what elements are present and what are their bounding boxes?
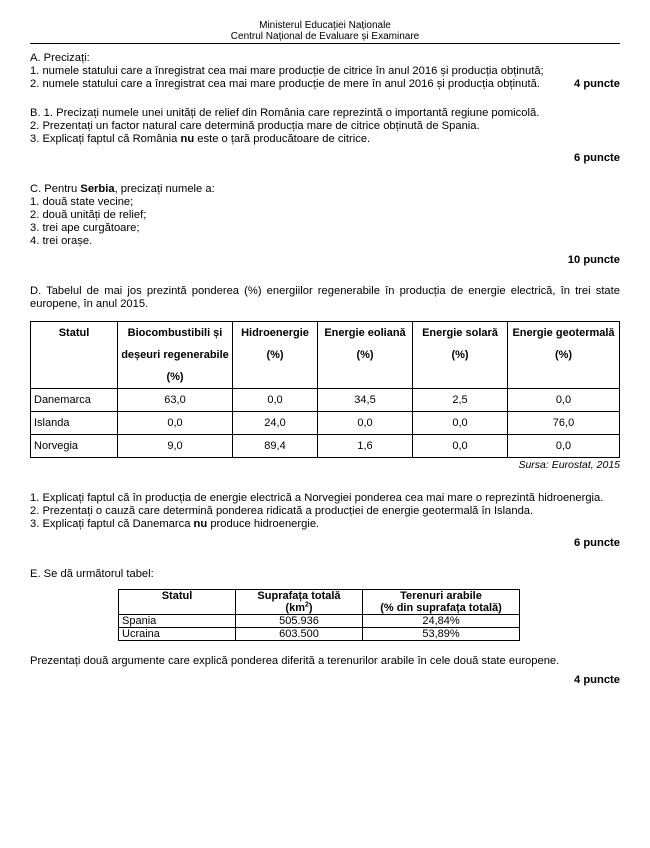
table-header-row — [31, 322, 620, 389]
table-header: Energie geotermală (%) — [508, 322, 620, 389]
table-cell: Spania — [119, 615, 236, 628]
table-cell: Danemarca — [31, 389, 118, 412]
table-cell: 2,5 — [413, 389, 508, 412]
section-b-q3: 3. Explicați faptul că România nu este o țară producătoare de citrice. — [30, 133, 371, 145]
table-header-row — [119, 590, 520, 615]
section-a-q2: 2. numele statului care a înregistrat cea mai mare producție de mere în anul 2016 și producția obținută. — [30, 78, 540, 90]
section-c-item: 2. două unități de relief; — [30, 209, 147, 221]
table-cell: 0,0 — [413, 435, 508, 458]
table-cell: 1,6 — [318, 435, 413, 458]
section-d-q3: 3. Explicați faptul că Danemarca nu produce hidroenergie. — [30, 518, 320, 530]
table-header: Energie eoliană (%) — [318, 322, 413, 389]
section-e — [30, 568, 620, 687]
table-cell: 9,0 — [118, 435, 233, 458]
table-header: Suprafața totală $(km^2)$ — [236, 590, 363, 615]
table-source: Sursa: Eurostat, 2015 — [518, 459, 620, 471]
section-d — [30, 285, 620, 550]
table-cell: 505.936 — [236, 615, 363, 628]
table-header: Statul — [31, 322, 118, 389]
section-d-intro: D. Tabelul de mai jos prezintă ponderea (%) energiilor regenerabile în producția de energie electrică, în trei state europene, în anul 2015. — [30, 285, 620, 310]
section-a-points: 4 puncte — [573, 78, 620, 90]
table-cell: 0,0 — [118, 412, 233, 435]
table-header: Terenuri arabile (% din suprafața totală) — [363, 590, 520, 615]
page-header — [30, 0, 620, 42]
table-header: Statul — [119, 590, 236, 615]
section-b-q2: 2. Prezentați un factor natural care determină producția mare de citrice obținută de Spania. — [30, 120, 480, 132]
table-cell: Islanda — [31, 412, 118, 435]
table-header: Energie solară (%) — [413, 322, 508, 389]
table-row — [31, 435, 620, 458]
table-header: Hidroenergie (%) — [233, 322, 318, 389]
ministry-name: Ministerul Educației Naționale — [259, 20, 391, 31]
table-cell: 0,0 — [508, 389, 620, 412]
table-row — [119, 628, 520, 641]
exam-page — [30, 0, 620, 687]
table-cell: 76,0 — [508, 412, 620, 435]
section-e-points: 4 puncte — [573, 674, 620, 686]
section-b-q1: B. 1. Precizați numele unei unități de relief din România care reprezintă o importantă regiune pomicolă. — [30, 107, 540, 119]
section-b — [30, 107, 620, 165]
table-cell: Norvegia — [31, 435, 118, 458]
section-e-question: Prezentați două argumente care explică ponderea diferită a terenurilor arabile în cele două state europene. — [30, 655, 560, 667]
section-c-points: 10 puncte — [567, 254, 620, 266]
section-d-q2: 2. Prezentați o cauză care determină ponderea ridicată a producției de energie geotermală în Islanda. — [30, 505, 534, 517]
section-e-title: E. Se dă următorul tabel: — [30, 568, 154, 580]
section-a-q1: 1. numele statului care a înregistrat cea mai mare producție de citrice în anul 2016 și producția obținută; — [30, 65, 544, 77]
table-cell: 53,89% — [363, 628, 520, 641]
table-cell: 34,5 — [318, 389, 413, 412]
table-cell: Ucraina — [119, 628, 236, 641]
table-cell: 0,0 — [233, 389, 318, 412]
table-row — [31, 412, 620, 435]
table-row — [31, 389, 620, 412]
section-c-title: C. Pentru Serbia, precizați numele a: — [30, 183, 215, 195]
section-a — [30, 52, 620, 91]
table-cell: 0,0 — [318, 412, 413, 435]
table-cell: 63,0 — [118, 389, 233, 412]
section-d-points: 6 puncte — [573, 537, 620, 549]
table-header: Biocombustibili și deșeuri regenerabile (%) — [118, 322, 233, 389]
land-table — [118, 589, 520, 641]
table-cell: 89,4 — [233, 435, 318, 458]
table-cell: 0,0 — [508, 435, 620, 458]
table-cell: 0,0 — [413, 412, 508, 435]
section-c — [30, 183, 620, 267]
section-a-title: A. Precizați: — [30, 52, 90, 64]
header-divider — [30, 43, 620, 44]
section-d-q1: 1. Explicați faptul că în producția de energie electrică a Norvegiei ponderea cea mai mare o reprezintă hidroenergia. — [30, 492, 604, 504]
table-cell: 24,84% — [363, 615, 520, 628]
center-name: Centrul Național de Evaluare și Examinare — [230, 31, 420, 42]
section-c-item: 3. trei ape curgătoare; — [30, 222, 140, 234]
section-c-item: 1. două state vecine; — [30, 196, 134, 208]
table-cell: 603.500 — [236, 628, 363, 641]
table-row — [119, 615, 520, 628]
section-b-points: 6 puncte — [573, 152, 620, 164]
table-cell: 24,0 — [233, 412, 318, 435]
section-c-item: 4. trei orașe. — [30, 235, 93, 247]
energy-table — [30, 321, 620, 458]
